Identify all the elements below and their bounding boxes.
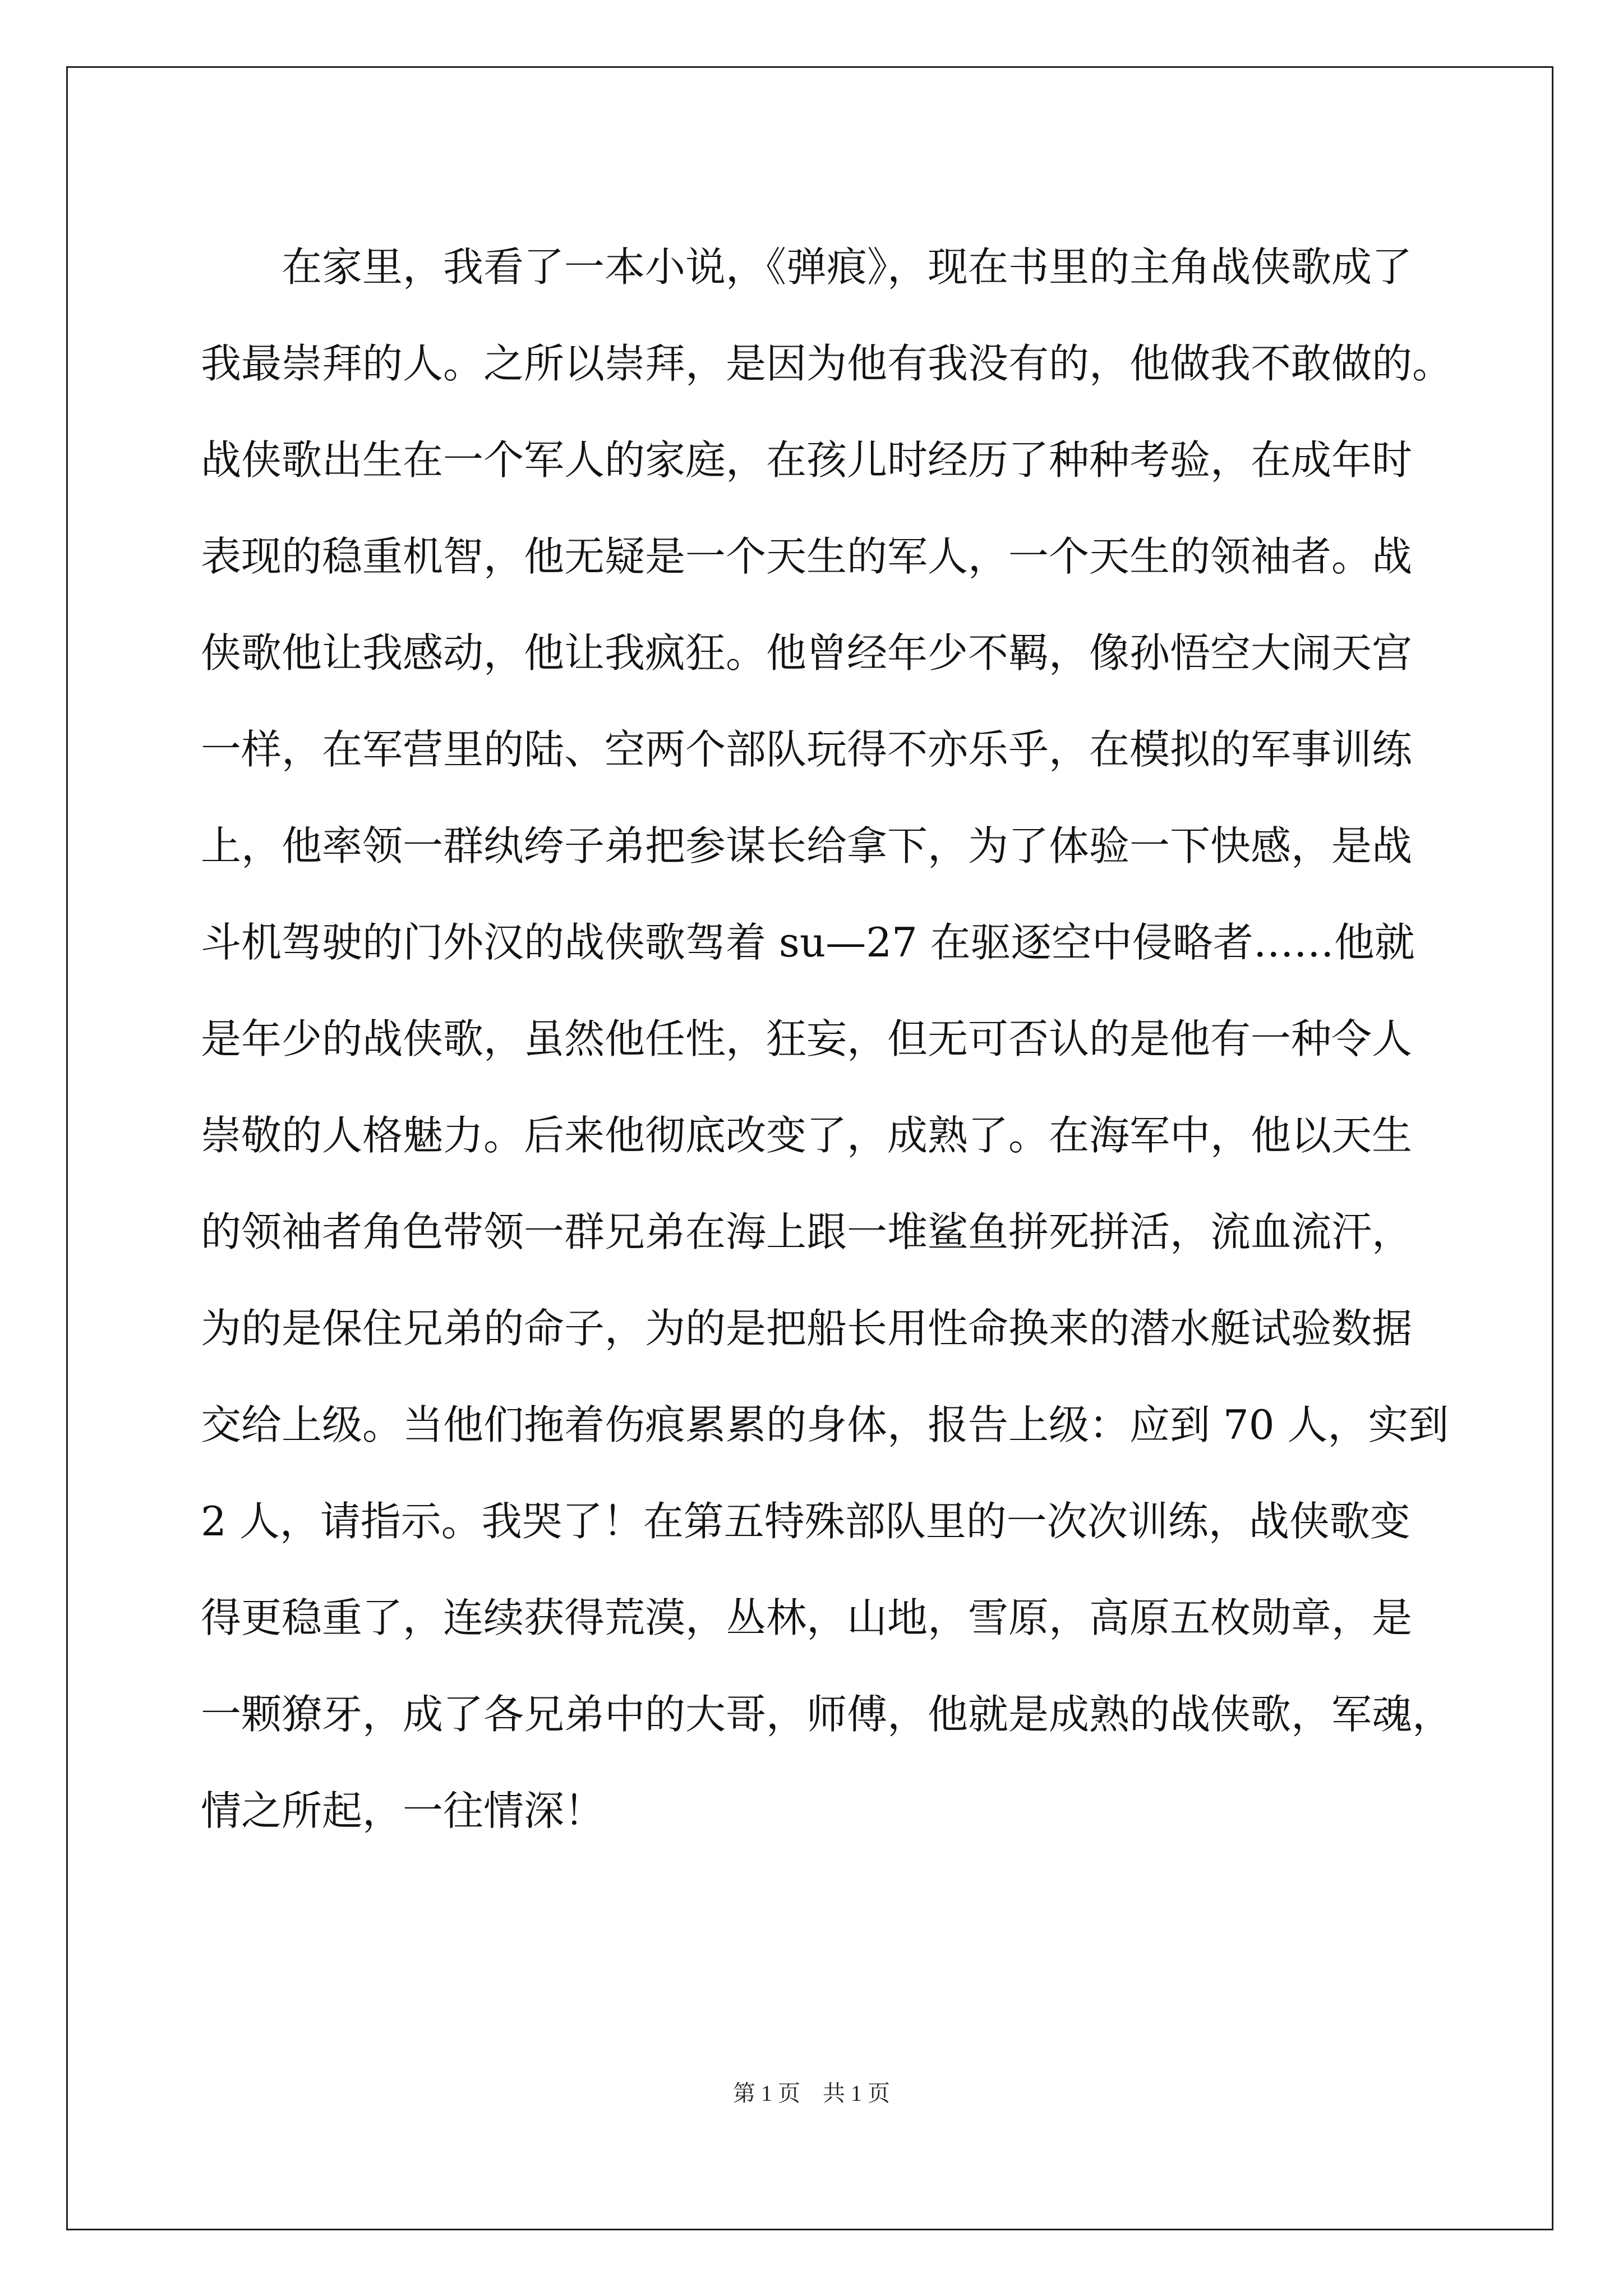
text-line: 在家里，我看了一本小说，《弹痕》，现在书里的主角战侠歌成了 bbox=[282, 243, 1413, 291]
text-line: 一样，在军营里的陆、空两个部队玩得不亦乐乎，在模拟的军事训练 bbox=[201, 726, 1413, 773]
page-number-footer: 第 1 页 共 1 页 bbox=[733, 2081, 890, 2106]
text-line: 斗机驾驶的门外汉的战侠歌驾着 su—27 在驱逐空中侵略者……他就 bbox=[201, 919, 1415, 966]
text-line: 情之所起，一往情深！ bbox=[201, 1787, 605, 1834]
text-line: 的领袖者角色带领一群兄弟在海上跟一堆鲨鱼拼死拼活，流血流汗， bbox=[201, 1208, 1413, 1255]
text-line: 为的是保住兄弟的命子，为的是把船长用性命换来的潜水艇试验数据 bbox=[201, 1305, 1413, 1352]
text-line: 我最崇拜的人。之所以崇拜，是因为他有我没有的，他做我不敢做的。 bbox=[201, 340, 1453, 387]
document-body bbox=[201, 219, 1453, 1859]
text-line: 战侠歌出生在一个军人的家庭，在孩儿时经历了种种考验，在成年时 bbox=[201, 436, 1413, 484]
text-line: 表现的稳重机智，他无疑是一个天生的军人，一个天生的领袖者。战 bbox=[201, 533, 1413, 580]
text-line: 一颗獠牙，成了各兄弟中的大哥，师傅，他就是成熟的战侠歌，军魂， bbox=[201, 1691, 1453, 1738]
text-line: 得更稳重了，连续获得荒漠，丛林，山地，雪原，高原五枚勋章，是 bbox=[201, 1594, 1413, 1641]
text-line: 侠歌他让我感动，他让我疯狂。他曾经年少不羁，像孙悟空大闹天宫 bbox=[201, 629, 1413, 677]
text-line: 2 人，请指示。我哭了！在第五特殊部队里的一次次训练，战侠歌变 bbox=[201, 1498, 1410, 1545]
text-line: 崇敬的人格魅力。后来他彻底改变了，成熟了。在海军中，他以天生 bbox=[201, 1112, 1413, 1159]
text-line: 交给上级。当他们拖着伤痕累累的身体，报告上级：应到 70 人，实到 bbox=[201, 1401, 1449, 1448]
text-line: 是年少的战侠歌，虽然他任性，狂妄，但无可否认的是他有一种令人 bbox=[201, 1015, 1413, 1062]
text-line: 上，他率领一群纨绔子弟把参谋长给拿下，为了体验一下快感，是战 bbox=[201, 822, 1413, 869]
